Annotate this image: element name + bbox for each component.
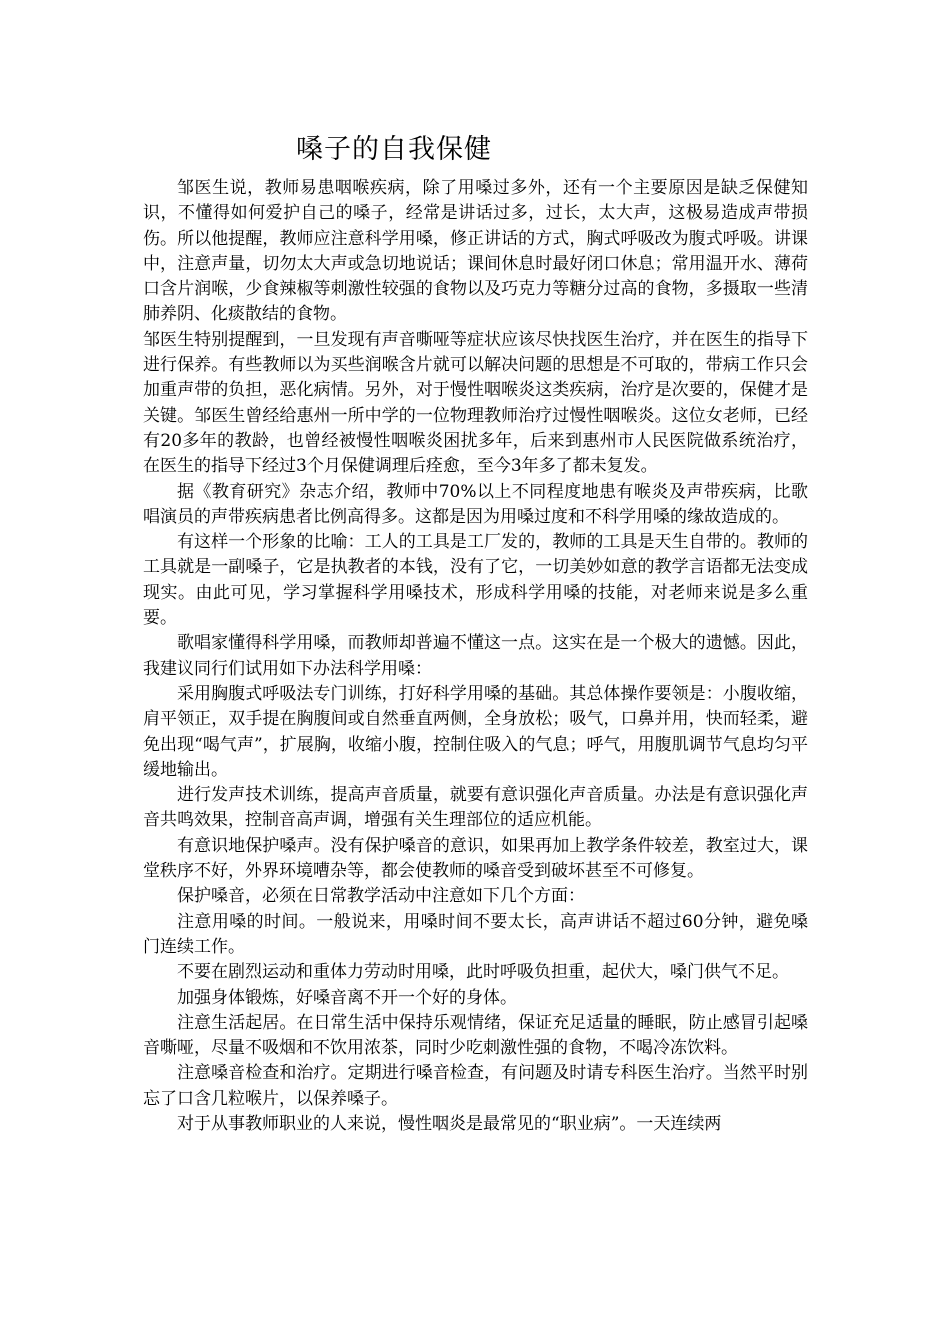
body-paragraph: 采用胸腹式呼吸法专门训练，打好科学用嗓的基础。其总体操作要领是：小腹收缩，肩平领正，双手提在胸腹间或自然垂直两侧，全身放松；吸气，口鼻并用，快而轻柔，避免出现“喝气声”，扩展胸，收缩小腹，控制住吸入的气息；呼气，用腹肌调节气息均匀平缓地输出。 — [143, 683, 808, 780]
body-paragraph: 加强身体锻炼，好嗓音离不开一个好的身体。 — [177, 987, 517, 1008]
body-paragraph: 不要在剧烈运动和重体力劳动时用嗓，此时呼吸负担重，起伏大，嗓门供气不足。 — [177, 962, 789, 983]
body-paragraph: 邹医生特别提醒到，一旦发现有声音嘶哑等症状应该尽快找医生治疗，并在医生的指导下进行保养。有些教师以为买些润喉含片就可以解决问题的思想是不可取的，带病工作只会加重声带的负担，恶化病情。另外，对于慢性咽喉炎这类疾病，治疗是次要的，保健才是关键。邹医生曾经给惠州一所中学的一位物理教师治疗过慢性咽喉炎。这位女老师，已经有20多年的教龄，也曾经被慢性咽喉炎困扰多年，后来到惠州市人民医院做系统治疗，在医生的指导下经过3个月保健调理后痊愈，至今3年多了都未复发。 — [143, 329, 808, 477]
body-paragraph: 据《教育研究》杂志介绍，教师中70%以上不同程度地患有喉炎及声带疾病，比歌唱演员的声带疾病患者比例高得多。这都是因为用嗓过度和不科学用嗓的缘故造成的。 — [143, 481, 808, 527]
body-paragraph: 邹医生说，教师易患咽喉疾病，除了用嗓过多外，还有一个主要原因是缺乏保健知识，不懂得如何爱护自己的嗓子，经常是讲话过多，过长，太大声，这极易造成声带损伤。所以他提醒，教师应注意科学用嗓，修正讲话的方式，胸式呼吸改为腹式呼吸。讲课中，注意声量，切勿太大声或急切地说话；课间休息时最好闭口休息；常用温开水、薄荷口含片润喉，少食辣椒等刺激性较强的食物以及巧克力等糖分过高的食物，多摄取一些清肺养阴、化痰散结的食物。 — [143, 178, 808, 325]
body-paragraph: 歌唱家懂得科学用嗓，而教师却普遍不懂这一点。这实在是一个极大的遗憾。因此，我建议同行们试用如下办法科学用嗓： — [143, 633, 808, 679]
body-paragraph: 注意生活起居。在日常生活中保持乐观情绪，保证充足适量的睡眠，防止感冒引起嗓音嘶哑，尽量不吸烟和不饮用浓茶，同时少吃刺激性强的食物，不喝冷冻饮料。 — [143, 1012, 808, 1059]
body-paragraph: 对于从事教师职业的人来说，慢性咽炎是最常见的“职业病”。一天连续两 — [177, 1113, 722, 1134]
document-title: 嗓子的自我保健 — [296, 134, 492, 165]
body-paragraph: 保护嗓音，必须在日常教学活动中注意如下几个方面： — [177, 886, 585, 907]
document-body — [143, 176, 808, 1137]
body-paragraph: 有这样一个形象的比喻：工人的工具是工厂发的，教师的工具是天生自带的。教师的工具就是一副嗓子，它是执教者的本钱，没有了它，一切美妙如意的教学言语都无法变成现实。由此可见，学习掌握科学用嗓技术，形成科学用嗓的技能，对老师来说是多么重要。 — [143, 532, 808, 629]
body-paragraph: 有意识地保护嗓声。没有保护嗓音的意识，如果再加上教学条件较差，教室过大，课堂秩序不好，外界环境嘈杂等，都会使教师的嗓音受到破坏甚至不可修复。 — [143, 835, 808, 882]
body-paragraph: 注意用嗓的时间。一般说来，用嗓时间不要太长，高声讲话不超过60分钟，避免嗓门连续工作。 — [143, 911, 808, 957]
body-paragraph: 注意嗓音检查和治疗。定期进行嗓音检查，有问题及时请专科医生治疗。当然平时别忘了口含几粒喉片，以保养嗓子。 — [143, 1063, 808, 1109]
body-paragraph: 进行发声技术训练，提高声音质量，就要有意识强化声音质量。办法是有意识强化声音共鸣效果，控制音高声调，增强有关生理部位的适应机能。 — [143, 785, 808, 831]
